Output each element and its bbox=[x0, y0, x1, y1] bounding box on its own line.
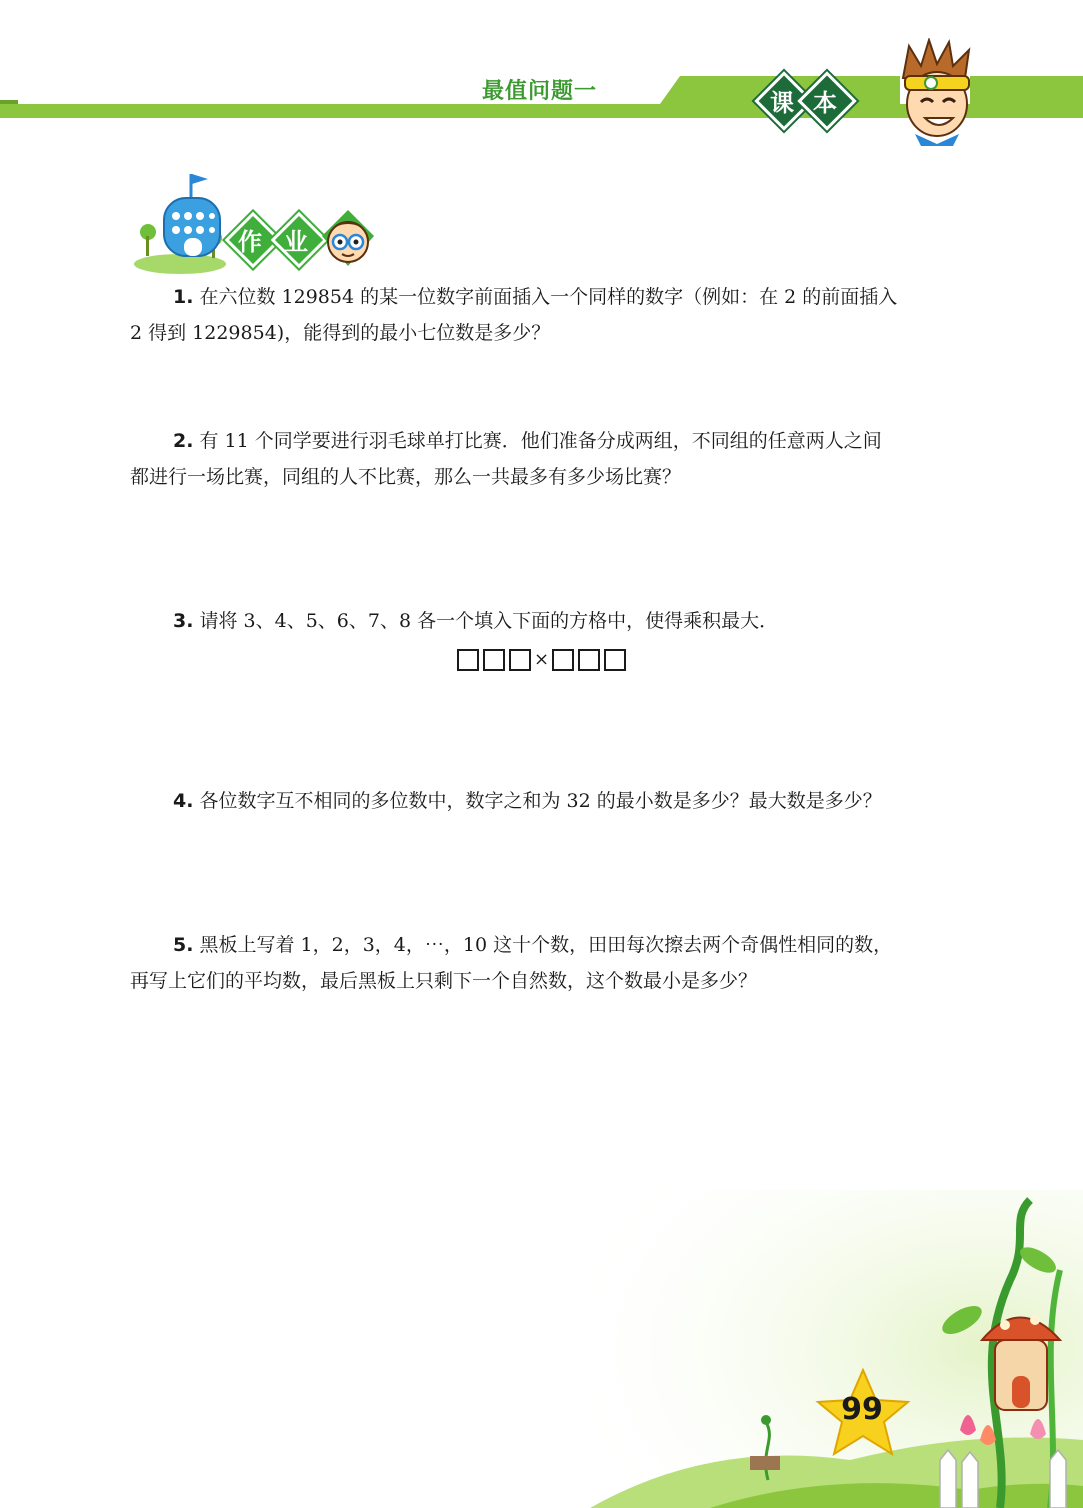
problem-number: 5. bbox=[173, 934, 194, 956]
problem-4 bbox=[130, 783, 945, 819]
answer-box[interactable] bbox=[483, 649, 505, 671]
problem-text-line2: 都进行一场比赛，同组的人不比赛，那么一共最多有多少场比赛？ bbox=[130, 466, 682, 488]
problem-2 bbox=[130, 423, 945, 495]
answer-box[interactable] bbox=[604, 649, 626, 671]
problem-number: 3. bbox=[173, 610, 194, 632]
problem-text-line1: 各位数字互不相同的多位数中，数字之和为 32 的最小数是多少？最大数是多少？ bbox=[199, 790, 882, 812]
problem-text-line2: 再写上它们的平均数，最后黑板上只剩下一个自然数，这个数最小是多少？ bbox=[130, 970, 758, 992]
problem-number: 1. bbox=[173, 286, 194, 308]
problem-text-line1: 在六位数 129854 的某一位数字前面插入一个同样的数字（例如：在 2 的前面插入 bbox=[199, 286, 898, 308]
homework-char-1: 作 bbox=[238, 228, 262, 256]
answer-box[interactable] bbox=[578, 649, 600, 671]
problem-text-line1: 黑板上写着 1，2，3，4，⋯，10 这十个数，田田每次擦去两个奇偶性相同的数， bbox=[199, 934, 893, 956]
badge-char-1: 课 bbox=[770, 89, 794, 117]
page-number: 99 bbox=[841, 1392, 883, 1427]
problem-text-line2: 2 得到 1229854)，能得到的最小七位数是多少？ bbox=[130, 322, 551, 344]
homework-char-2: 业 bbox=[284, 228, 308, 256]
answer-boxes bbox=[0, 646, 1083, 671]
boy-with-glasses-icon bbox=[316, 206, 380, 272]
answer-box[interactable] bbox=[457, 649, 479, 671]
times-symbol: × bbox=[533, 649, 550, 670]
school-building-icon bbox=[130, 170, 230, 274]
header-tab-shape-right bbox=[970, 76, 1083, 118]
problem-3 bbox=[130, 603, 945, 639]
problem-text-line1: 有 11 个同学要进行羽毛球单打比赛．他们准备分成两组，不同组的任意两人之间 bbox=[199, 430, 882, 452]
badge-char-2: 本 bbox=[813, 89, 837, 117]
answer-box[interactable] bbox=[552, 649, 574, 671]
problem-5 bbox=[130, 927, 945, 999]
problem-text-line1: 请将 3、4、5、6、7、8 各一个填入下面的方格中，使得乘积最大． bbox=[199, 610, 779, 632]
garden-scene-illustration bbox=[590, 1190, 1083, 1508]
answer-box[interactable] bbox=[509, 649, 531, 671]
problem-number: 4. bbox=[173, 790, 194, 812]
problem-1 bbox=[130, 279, 945, 351]
problem-number: 2. bbox=[173, 430, 194, 452]
mascot-boy-icon bbox=[895, 38, 980, 146]
chapter-title: 最值问题一 bbox=[482, 79, 598, 104]
